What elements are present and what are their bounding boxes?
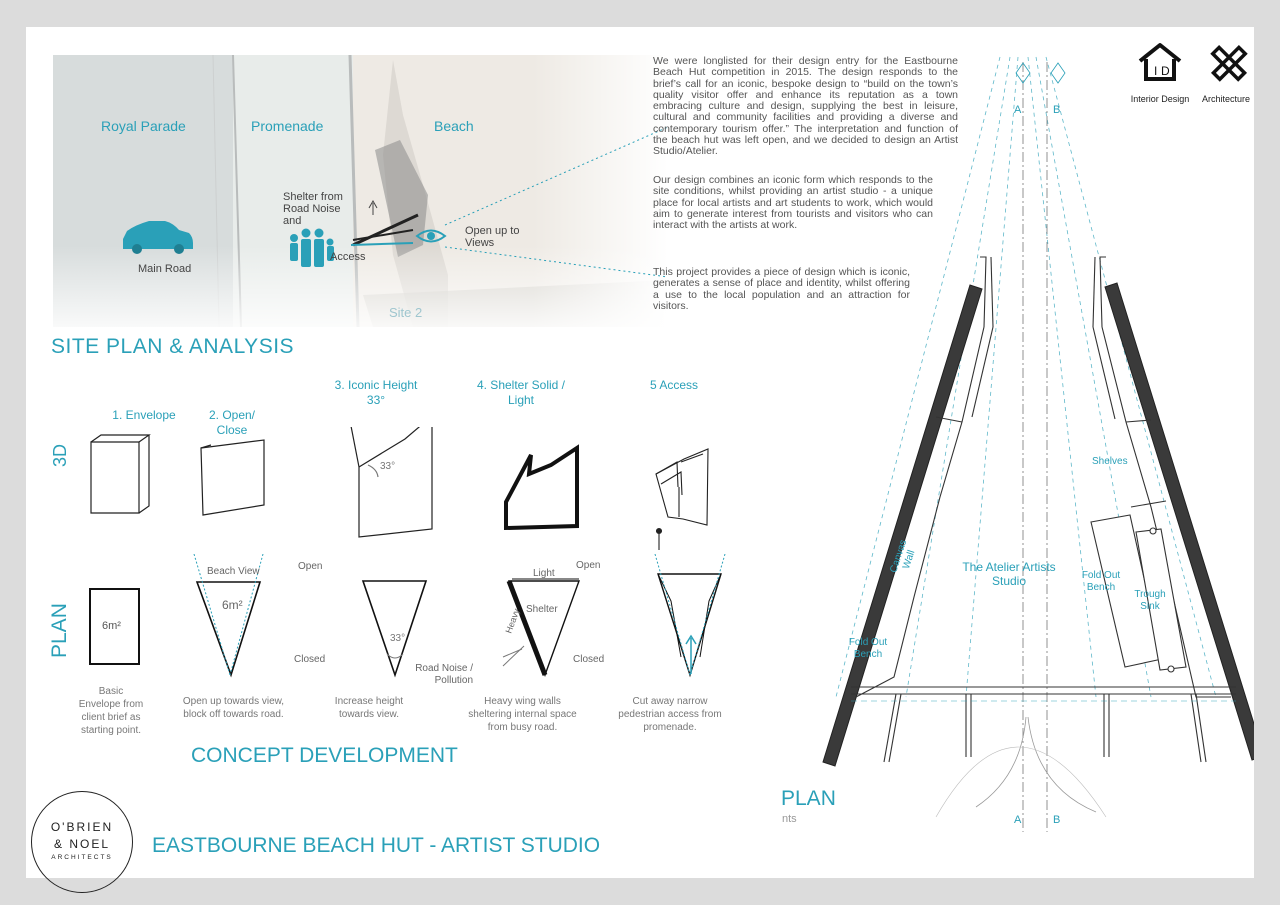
row-label-plan: PLAN [48, 603, 71, 658]
step-1-heading: 1. Envelope [112, 408, 176, 422]
label-promenade: Promenade [251, 118, 324, 134]
area-label-1: 6m² [102, 620, 121, 632]
section-label-b-bottom: B [1053, 814, 1061, 826]
svg-text:I: I [1154, 64, 1158, 78]
step-5-caption: Cut away narrow pedestrian access from promenade. [618, 696, 722, 733]
canvas-wall-label: Canvas Wall [888, 538, 918, 575]
site-aerial-photo [53, 55, 668, 327]
section-label-b-top: B [1053, 104, 1061, 116]
description-paragraph-2: Our design combines an iconic form which responds to the site conditions, whilst providing an artist studio - a unique place for local artists and art students to work, which would aim to generate interest from tourists and visitors who can interact with the artists at work. [653, 174, 933, 232]
plan-title: PLAN [781, 787, 836, 810]
step-3-heading: 3. Iconic Height 33° [334, 378, 418, 407]
step-4-heading: 4. Shelter Solid / Light [476, 378, 566, 407]
logo-line-2: & NOEL [53, 837, 110, 851]
plan-access-sketch [655, 554, 725, 675]
plan-shelter-sketch [503, 560, 604, 675]
light-label: Light [533, 568, 555, 579]
plan-open-close-sketch [194, 554, 325, 675]
architecture-label: Architecture [1201, 94, 1251, 104]
site-plan-title: SITE PLAN & ANALYSIS [51, 335, 295, 358]
fold-out-bench-left-label: Fold Out Bench [848, 637, 888, 660]
presentation-sheet [26, 27, 1254, 878]
interior-design-label: Interior Design [1130, 94, 1190, 104]
label-access: Access [330, 251, 366, 263]
step-3-caption: Increase height towards view. [334, 696, 404, 720]
iconic-height-sketch [351, 427, 432, 537]
section-marker-b-top [1051, 63, 1065, 83]
floor-plan-drawing [766, 37, 1254, 837]
description-paragraph-3: This project provides a piece of design which is iconic, generates a sense of place and identity, whilst offering a use to the local population and an attraction for visitors. [653, 266, 910, 312]
label-shelter: Shelter from Road Noise and [283, 191, 343, 227]
angle-label-3d: 33° [380, 461, 396, 472]
envelope-box-sketch [91, 435, 149, 513]
beach-view-label: Beach View [207, 566, 260, 577]
step-1-caption: Basic Envelope from client brief as starting point. [78, 686, 144, 736]
open-close-sketch [201, 440, 264, 515]
project-title: EASTBOURNE BEACH HUT - ARTIST STUDIO [152, 834, 601, 857]
section-label-a-bottom: A [1014, 814, 1022, 826]
label-open-views: Open up to Views [465, 225, 520, 249]
open-label: Open [298, 561, 323, 572]
road-noise-label: Road Noise / Pollution [415, 663, 473, 686]
plan-height-sketch [363, 581, 426, 675]
logo-line-1: O'BRIEN [50, 820, 114, 834]
atelier-label: The Atelier Artists Studio [962, 560, 1056, 588]
svg-text:D: D [1161, 64, 1170, 78]
logo-line-3: ARCHITECTS [51, 854, 113, 861]
shelves-label: Shelves [1092, 456, 1128, 467]
label-main-road: Main Road [138, 263, 192, 275]
open-label-2: Open [576, 560, 601, 571]
step-4-caption: Heavy wing walls sheltering internal space from busy road. [468, 696, 577, 733]
step-2-caption: Open up towards view, block off towards road. [182, 696, 285, 720]
plan-envelope-sketch [90, 589, 139, 664]
step-5-heading: 5 Access [649, 378, 699, 392]
label-site-2: Site 2 [389, 305, 423, 320]
closed-label: Closed [294, 654, 326, 665]
area-label-2: 6m² [222, 598, 243, 612]
heavy-label: Heavy [503, 607, 522, 635]
fold-out-bench-right-label: Fold Out Bench [1081, 570, 1121, 593]
label-beach: Beach [434, 118, 474, 134]
step-2-heading: 2. Open/ Close [208, 408, 256, 437]
label-royal-parade: Royal Parade [101, 118, 186, 134]
practice-logo [31, 791, 133, 893]
shelter-label: Shelter [526, 604, 558, 615]
angle-label-plan: 33° [390, 633, 406, 644]
access-sketch [656, 449, 708, 550]
row-label-3d: 3D [50, 443, 70, 467]
closed-label-2: Closed [573, 654, 605, 665]
trough-sink-label: Trough Sink [1134, 589, 1166, 612]
shelter-walls-sketch [506, 448, 577, 528]
plan-scale: nts [782, 813, 797, 825]
description-paragraph-1: We were longlisted for their design entry for the Eastbourne Beach Hut competition in 2015. The design responds to the brief’s call for an iconic, bespoke design to “build on the town’s quality visitor offer and enhance its reputation as a town embracing culture and design, supplying the best in leisure, cultural and community facilities and providing a diverse and contemporary tourism offer.” The interpretation and function of the beach hut was left open, and we decided to design an Artist Studio/Atelier. [653, 55, 958, 158]
section-label-a-top: A [1014, 104, 1022, 116]
concept-development-title: CONCEPT DEVELOPMENT [191, 744, 458, 767]
